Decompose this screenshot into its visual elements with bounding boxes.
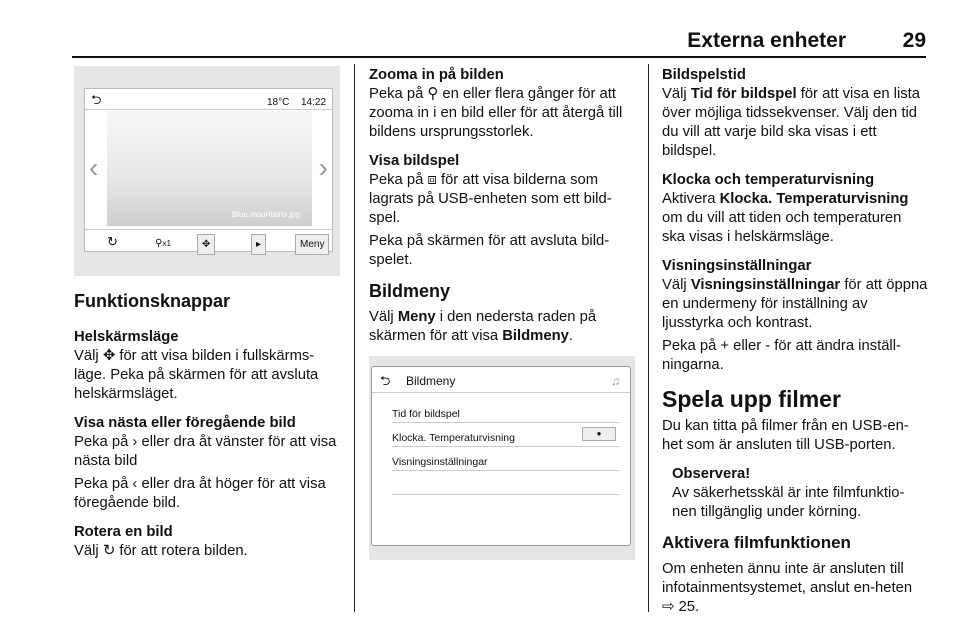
text: Visningsinställningar	[690, 277, 841, 293]
page-header	[72, 24, 926, 58]
paragraph	[662, 171, 928, 247]
text: Aktivera	[662, 191, 716, 207]
text: om du vill att tiden och temperaturen ska visas i helskärmsläge.	[662, 210, 902, 245]
toolbar	[85, 229, 332, 251]
fullscreen-icon: ✥	[102, 348, 116, 364]
text: för att visa bilderna som lagrats på USB-enheten som ett bild-spel.	[369, 172, 612, 226]
text: för att öppna en undermeny för inställning av ljusstyrka och kontrast.	[662, 277, 928, 331]
text: eller dra åt vänster för att visa nästa bild	[74, 434, 337, 469]
paragraph: Peka på skärmen för att avsluta bild-spelet.	[369, 233, 610, 268]
subheading: Zooma in på bilden	[369, 67, 504, 83]
paragraph	[369, 66, 635, 142]
back-arrow-icon: ⮌	[91, 92, 102, 107]
rotate-icon: ↻	[107, 234, 118, 249]
text: Välj	[74, 348, 99, 364]
column-divider	[648, 64, 649, 612]
paragraph	[74, 414, 344, 471]
text: en eller flera gånger för att zooma in i en bild eller för att återgå till bildens ursprungsstorlek.	[369, 86, 623, 140]
text: .	[568, 328, 573, 344]
picture-menu-screen	[371, 366, 631, 546]
picture-caption: Blue mountains.jpg	[231, 210, 300, 219]
page-reference: 25.	[678, 599, 700, 615]
text: i den nedersta raden på skärmen för att visa	[369, 309, 597, 344]
menu-item-display-settings: Visningsinställningar	[392, 447, 620, 471]
subheading: Visa nästa eller föregående bild	[74, 415, 296, 431]
section-heading: Spela upp filmer	[662, 386, 841, 412]
text: Peka på	[369, 172, 424, 188]
paragraph	[74, 523, 344, 561]
slideshow-icon: ▸	[251, 234, 266, 255]
text: Välj	[662, 86, 687, 102]
menu-item-clock-temperature	[392, 423, 620, 447]
text: för att visa en lista över möjliga tidssekvenser. Välj den tid du vill att varje bild ska visas i ett bildspel.	[662, 86, 920, 159]
text: Bildmeny	[502, 328, 569, 344]
rotate-icon: ↻	[102, 543, 116, 559]
text: Peka på	[74, 476, 129, 492]
paragraph	[662, 257, 928, 333]
fullscreen-icon: ✥	[197, 234, 215, 255]
text: för att visa bilden i fullskärms-läge. Peka på skärmen för att avsluta helskärmsläget.	[74, 348, 319, 402]
text: eller dra åt höger för att visa föregående bild.	[74, 476, 326, 511]
menu-item-label: Klocka. Temperaturvisning	[392, 432, 515, 444]
text: Peka på	[369, 86, 424, 102]
section-heading: Funktionsknappar	[74, 291, 231, 311]
note-title: Observera!	[672, 466, 751, 482]
subheading: Rotera en bild	[74, 524, 173, 540]
note-text: Av säkerhetsskäl är inte filmfunktio-nen tillgänglig under körning.	[672, 485, 905, 520]
reference-arrow-icon: ⇨	[662, 599, 675, 615]
paragraph: Peka på + eller - för att ändra inställ-ningarna.	[662, 338, 901, 373]
column-2	[369, 66, 635, 560]
text: Om enheten ännu inte är ansluten till infotainmentsystemet, anslut en-heten	[662, 561, 913, 596]
text: Peka på	[74, 434, 129, 450]
paragraph	[662, 560, 928, 617]
menu-item-slideshow-time: Tid för bildspel	[392, 399, 620, 423]
section-heading: Aktivera filmfunktionen	[662, 533, 851, 552]
text: Klocka. Temperaturvisning	[719, 191, 909, 207]
subheading: Bildspelstid	[662, 67, 746, 83]
menu-button: Meny	[295, 234, 329, 255]
text: Meny	[397, 309, 436, 325]
column-1	[74, 66, 344, 571]
header-title: Externa enheter	[687, 29, 846, 52]
text: Välj	[662, 277, 687, 293]
paragraph	[369, 152, 635, 228]
next-icon: ›	[318, 152, 328, 183]
paragraph	[662, 66, 928, 161]
section-heading: Bildmeny	[369, 281, 451, 301]
page-number: 29	[902, 29, 926, 52]
text: för att rotera bilden.	[119, 543, 248, 559]
next-icon: ›	[132, 434, 138, 450]
column-3	[662, 66, 928, 627]
paragraph	[369, 308, 635, 346]
picture-viewer-screen	[84, 88, 333, 252]
temperature: 18°C	[267, 97, 290, 108]
column-divider	[354, 64, 355, 612]
picture-menu-screenshot	[369, 356, 635, 560]
subheading: Visa bildspel	[369, 153, 460, 169]
status-bar	[85, 89, 332, 110]
menu-title: Bildmeny	[406, 374, 456, 388]
zoom-icon: ⚲	[427, 86, 439, 102]
text: Välj	[74, 543, 99, 559]
previous-icon: ‹	[89, 152, 99, 183]
text: Välj	[369, 309, 394, 325]
text: Tid för bildspel	[690, 86, 797, 102]
clock-time: 14:22	[301, 97, 327, 108]
subheading: Helskärmsläge	[74, 329, 179, 345]
toggle-icon: ●	[582, 427, 616, 441]
subheading: Visningsinställningar	[662, 258, 812, 274]
zoom-icon: ⚲x1	[155, 238, 172, 249]
slideshow-icon: ⧈	[427, 172, 437, 188]
back-arrow-icon: ⮌	[380, 373, 391, 388]
paragraph	[74, 328, 344, 404]
note-box	[672, 465, 928, 522]
paragraph	[74, 475, 344, 513]
subheading: Klocka och temperaturvisning	[662, 172, 875, 188]
menu-title-bar	[372, 367, 630, 393]
zoom-level: x1	[162, 238, 172, 248]
menu-item-empty	[392, 471, 620, 495]
picture-viewer-screenshot	[74, 66, 340, 276]
music-icon: ♫	[611, 374, 620, 388]
previous-icon: ‹	[132, 476, 138, 492]
paragraph: Du kan titta på filmer från en USB-en-het som är ansluten till USB-porten.	[662, 418, 909, 453]
